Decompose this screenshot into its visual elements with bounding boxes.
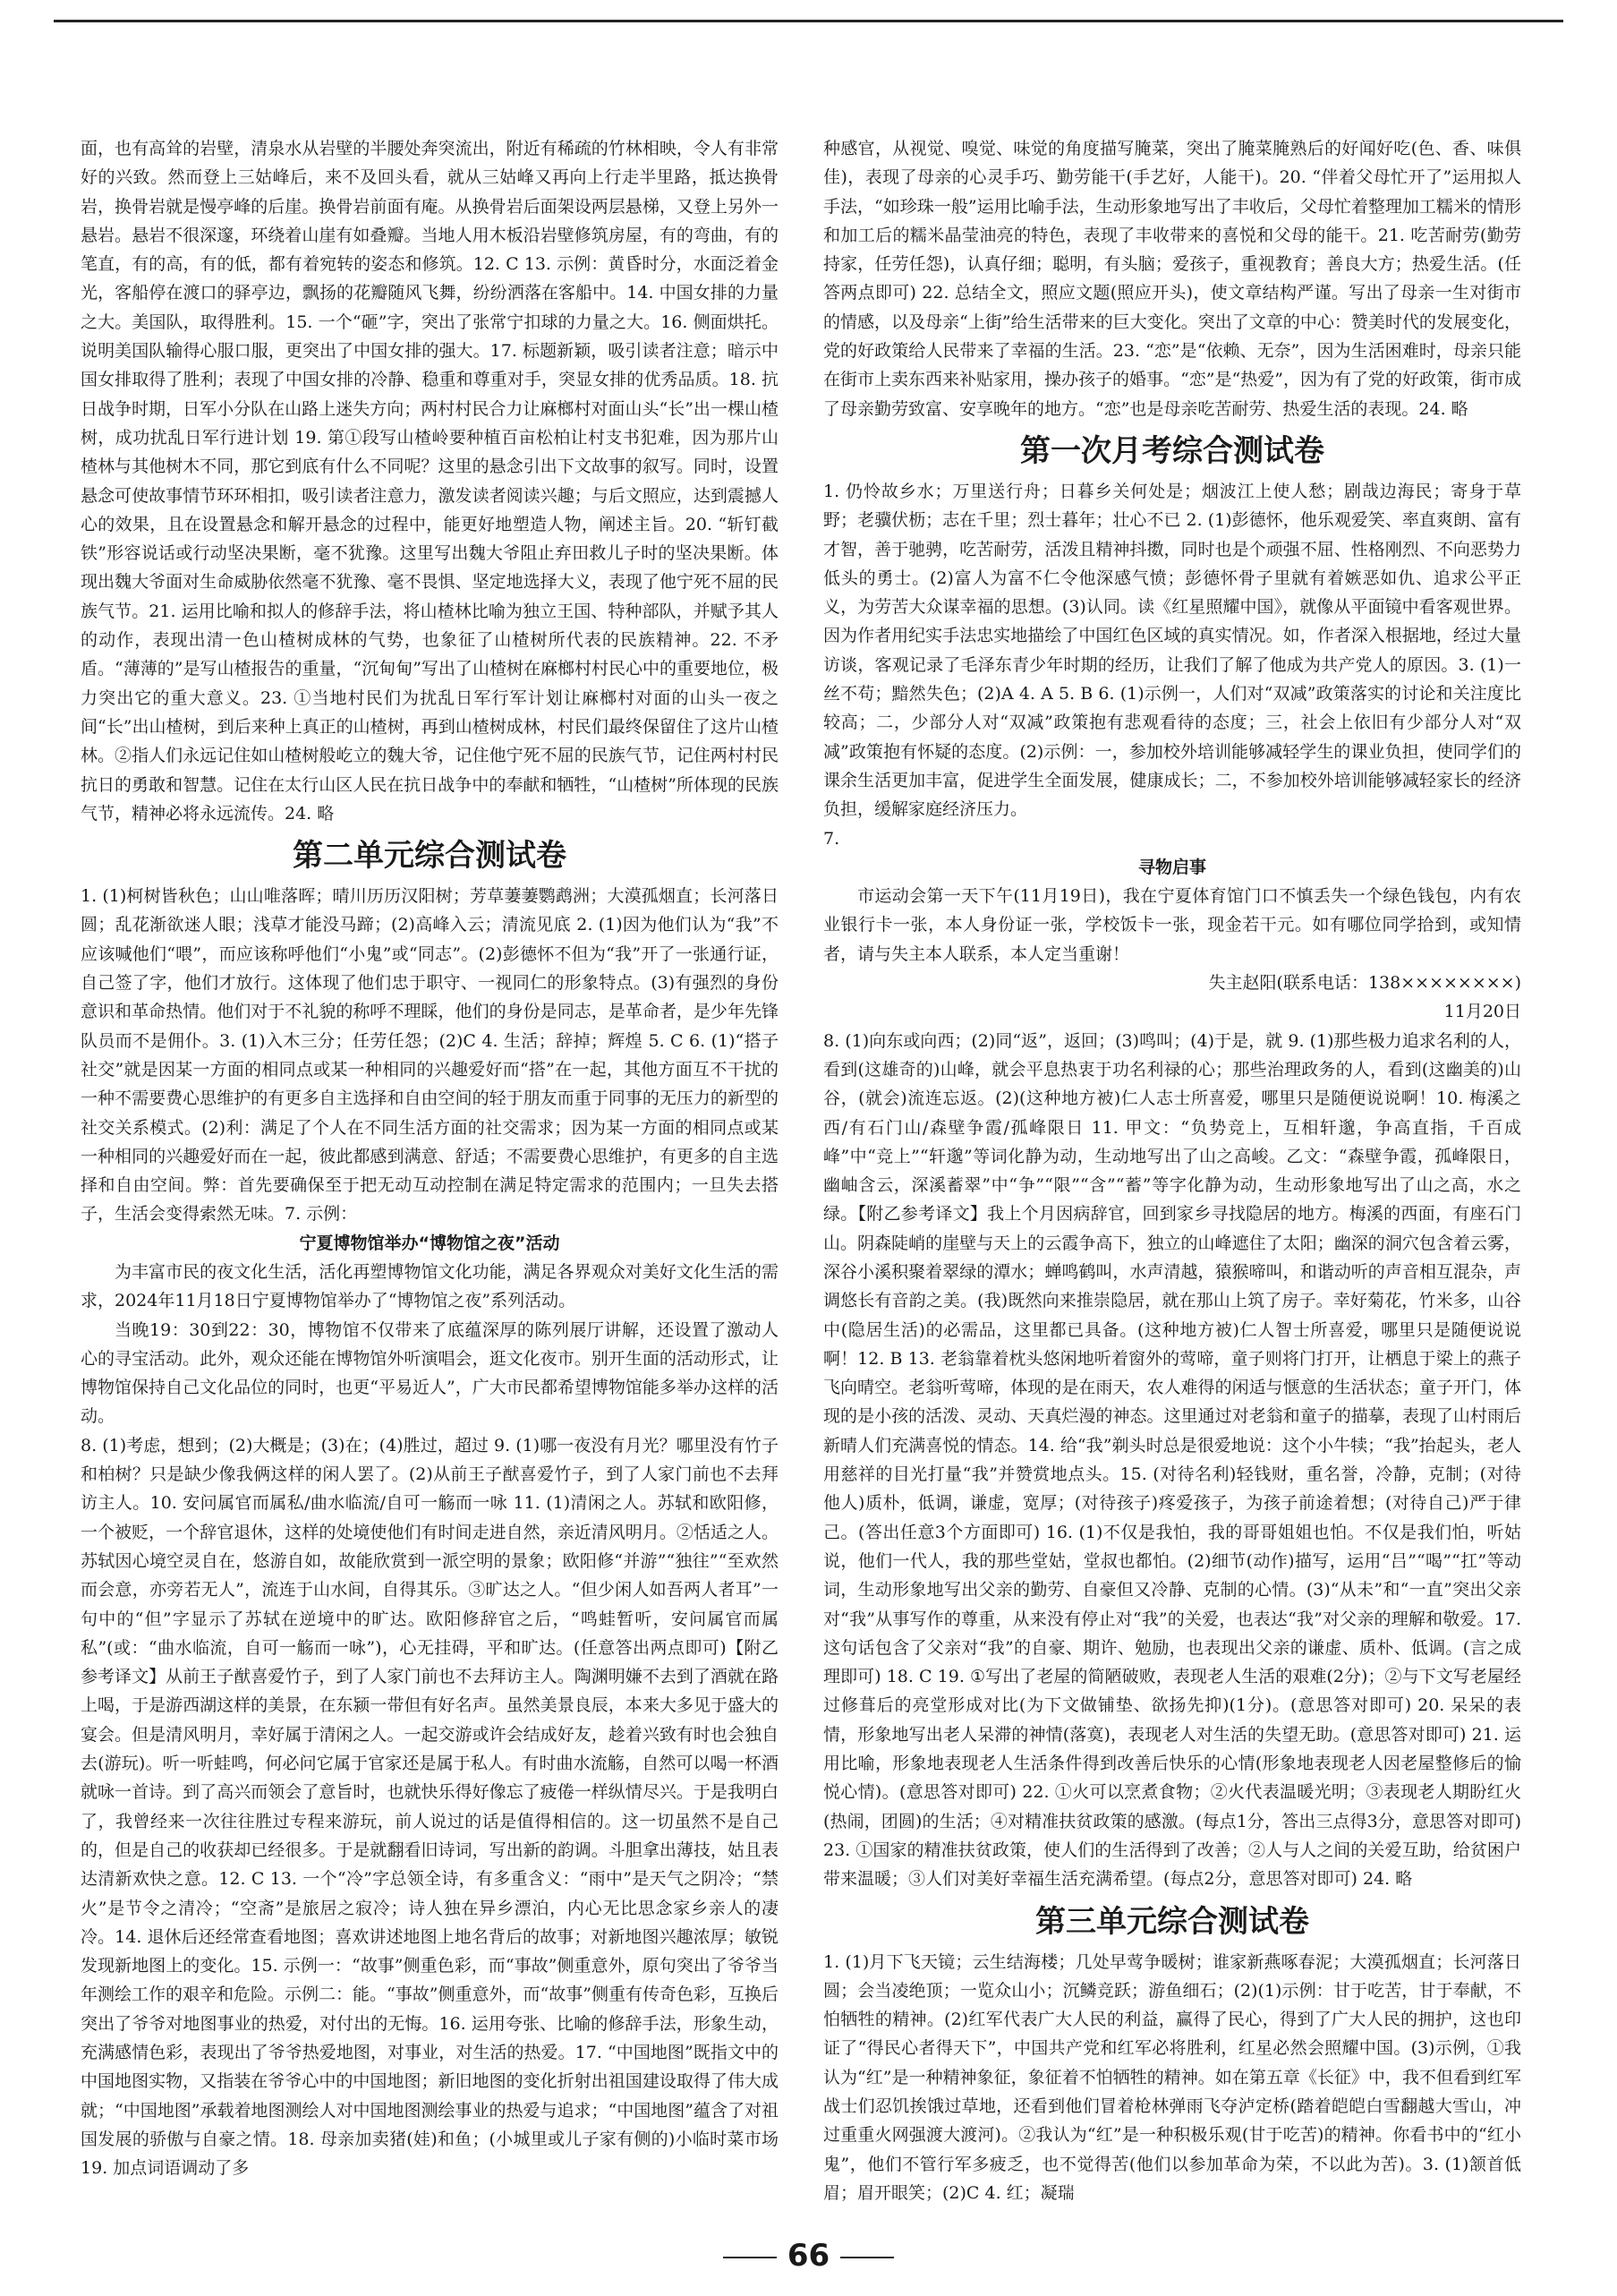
answer-number: 7. [823,828,840,849]
news-paragraph: 当晚19：30到22：30，博物馆不仅带来了底蕴深厚的陈列展厅讲解，还设置了激动人心的寻宝活动。此外，观众还能在博物馆外听演唱会，逛文化夜市。别开生面的活动形式，让博物馆保持自己文化品位的同时，也更“平易近人”，广大市民都希望博物馆能多举办这样的活动。 [81,1319,779,1427]
answer-paragraph: 1. (1)柯树皆秋色；山山唯落晖；晴川历历汉阳树；芳草萋萋鹦鹉洲；大漠孤烟直；长河落日圆；乱花渐欲迷人眼；浅草才能没马蹄；(2)高峰入云；清流见底 2. (1)因为他们认为“我”不应该喊他们“喂”，而应该称呼他们“小鬼”或“同志”。(2)彭德怀不但为“我”开了一张通行证，自己签了字，他们才放行。这体现了他们忠于职守、一视同仁的形象特点。(3)有强烈的身份意识和革命热情。他们对于不礼貌的称呼不理睬，他们的身份是同志，是革命者，是少年先锋队员而不是佣仆。3. (1)入木三分；任劳任怨；(2)C 4. 生活；辞掉；辉煌 5. C 6. (1)“搭子社交”就是因某一方面的相同点或某一种相同的兴趣爱好而“搭”在一起，其他方面互不干扰的一种不需要费心思维护的有更多自主选择和自由空间的轻于朋友而重于同事的无压力的新型的社交关系模式。(2)利：满足了个人在不同生活方面的社交需求；因为某一方面的相同点或某一种相同的兴趣爱好而在一起，彼此都感到满意、舒适；不需要费心思维护，有更多的自主选择和自由空间。弊：首先要确保至于把无动互动控制在满足特定需求的范围内；一旦失去搭子，生活会变得索然无味。7. 示例： [81,886,779,1225]
left-column [81,134,779,2182]
notice-signature: 失主赵阳(联系电话：138××××××××) [1208,973,1521,994]
right-column [823,134,1521,2207]
news-paragraph: 为丰富市民的夜文化生活，活化再塑博物馆文化功能，满足各界观众对美好文化生活的需求，2024年11月18日宁夏博物馆举办了“博物馆之夜”系列活动。 [81,1261,779,1311]
page-number-dash-right [840,2257,894,2258]
top-rule [54,20,1563,22]
answer-paragraph: 种感官，从视觉、嗅觉、味觉的角度描写腌菜，突出了腌菜腌熟后的好闻好吃(色、香、味俱佳)，表现了母亲的心灵手巧、勤劳能干(手艺好，人能干)。20. “伴着父母忙开了”运用拟人手法，“如珍珠一般”运用比喻手法，生动形象地写出了丰收后，父母忙着整理加工糯米的情形和加工后的糯米晶莹油亮的特色，表现了丰收带来的喜悦和父母的能干。21. 吃苦耐劳(勤劳持家，任劳任怨)，认真仔细；聪明，有头脑；爱孩子，重视教育；善良大方；热爱生活。(任答两点即可) 22. 总结全文，照应文题(照应开头)，使文章结构严谨。写出了母亲一生对街市的情感，以及母亲“上街”给生活带来的巨大变化。突出了文章的中心：赞美时代的发展变化，党的好政策给人民带来了幸福的生活。23. “恋”是“依赖、无奈”，因为生活困难时，母亲只能在街市上卖东西来补贴家用，操办孩子的婚事。“恋”是“热爱”，因为有了党的好政策，街市成了母亲勤劳致富、安享晚年的地方。“恋”也是母亲吃苦耐劳、热爱生活的表现。24. 略 [823,139,1521,419]
notice-date: 11月20日 [1443,1002,1521,1022]
notice-title: 寻物启事 [1137,857,1206,877]
answer-paragraph: 1. 仍怜故乡水；万里送行舟；日暮乡关何处是；烟波江上使人愁；剧哉边海民；寄身于草野；老骥伏枥；志在千里；烈士暮年；壮心不已 2. (1)彭德怀，他乐观爱笑、率直爽朗、富有才智，善于驰骋，吃苦耐劳，活泼且精神抖擞，同时也是个顽强不屈、性格刚烈、不向恶势力低头的勇士。(2)富人为富不仁令他深感气愤；彭德怀骨子里就有着嫉恶如仇、追求公平正义，为劳苦大众谋幸福的思想。(3)认同。读《红星照耀中国》，就像从平面镜中看客观世界。因为作者用纪实手法忠实地描绘了中国红色区域的真实情况。如，作者深入根据地，经过大量访谈，客观记录了毛泽东青少年时期的经历，让我们了解了他成为共产党人的原因。3. (1)一丝不苟；黯然失色；(2)A 4. A 5. B 6. (1)示例一，人们对“双减”政策落实的讨论和关注度比较高；二，少部分人对“双减”政策抱有悲观看待的态度；三，社会上依旧有少部分人对“双减”政策抱有怀疑的态度。(2)示例：一，参加校外培训能够减轻学生的课业负担，使同学们的课余生活更加丰富，促进学生全面发展，健康成长；二，不参加校外培训能够减轻家长的经济负担，缓解家庭经济压力。 [823,481,1521,820]
answer-paragraph: 面，也有高耸的岩壁，清泉水从岩壁的半腰处奔突流出，附近有稀疏的竹林相映，令人有非常好的兴致。然而登上三姑峰后，来不及回头看，就从三姑峰又再向上行走半里路，抵达换骨岩，换骨岩就是慢亭峰的后崖。换骨岩前面有庵。从换骨岩后面架设两层悬梯，又登上另外一悬岩。悬岩不很深邃，环绕着山崖有如叠瓣。当地人用木板沿岩壁修筑房屋，有的弯曲，有的笔直，有的高，有的低，都有着宛转的姿态和修筑。12. C 13. 示例：黄昏时分，水面泛着金光，客船停在渡口的驿亭边，飘扬的花瓣随风飞舞，纷纷洒落在客船中。14. 中国女排的力量之大。美国队，取得胜利。15. 一个“砸”字，突出了张常宁扣球的力量之大。16. 侧面烘托。说明美国队输得心服口服，更突出了中国女排的强大。17. 标题新颖，吸引读者注意；暗示中国女排取得了胜利；表现了中国女排的冷静、稳重和尊重对手，突显女排的优秀品质。18. 抗日战争时期，日军小分队在山路上迷失方向；两村村民合力让麻榔村对面山头“长”出一棵山楂树，成功扰乱日军行进计划 19. 第①段写山楂岭要种植百亩松柏让村支书犯难，因为那片山楂林与其他树木不同，那它到底有什么不同呢？这里的悬念引出下文故事的叙写。同时，设置悬念可使故事情节环环相扣，吸引读者注意力，激发读者阅读兴趣；与后文照应，达到震撼人心的效果，且在设置悬念和解开悬念的过程中，能更好地塑造人物，阐述主旨。20. “斩钉截铁”形容说话或行动坚决果断，毫不犹豫。这里写出魏大爷阻止弃田救儿子时的坚决果断。体现出魏大爷面对生命威胁依然毫不犹豫、毫不畏惧、坚定地选择大义，表现了他宁死不屈的民族气节。21. 运用比喻和拟人的修辞手法，将山楂林比喻为独立王国、特种部队，并赋予其人的动作，表现出清一色山楂树成林的气势，也象征了山楂树所代表的民族精神。22. 不矛盾。“薄薄的”是写山楂报告的重量，“沉甸甸”写出了山楂树在麻榔村村民心中的重要地位，极力突出它的重大意义。23. ①当地村民们为扰乱日军行军计划让麻榔村对面的山头一夜之间“长”出山楂树，到后来种上真正的山楂树，再到山楂树成林，村民们最终保留住了这片山楂林。②指人们永远记住如山楂树般屹立的魏大爷，记住他宁死不屈的民族气节，记住两村村民抗日的勇敢和智慧。记住在太行山区人民在抗日战争中的奉献和牺牲，“山楂树”所体现的民族气节，精神必将永远流传。24. 略 [81,139,779,824]
section-title-unit2: 第二单元综合测试卷 [293,838,566,875]
page-number-dash-left [723,2257,777,2258]
news-headline: 宁夏博物馆举办“博物馆之夜”活动 [299,1233,560,1253]
page-number [0,2238,1617,2274]
answer-paragraph: 1. (1)月下飞天镜；云生结海楼；几处早莺争暖树；谁家新燕啄春泥；大漠孤烟直；长河落日圆；会当凌绝顶；一览众山小；沉鳞竞跃；游鱼细石；(2)(1)示例：甘于吃苦，甘于奉献，不怕牺牲的精神。(2)红军代表广大人民的利益，赢得了民心，得到了广大人民的拥护，这也印证了“得民心者得天下”，中国共产党和红军必将胜利，红星必然会照耀中国。(3)示例，①我认为“红”是一种精神象征，象征着不怕牺牲的精神。如在第五章《长征》中，我不但看到红军战士们忍饥挨饿过草地，还看到他们冒着枪林弹雨飞夺泸定桥(踏着皑皑白雪翻越大雪山，冲过重重火网强渡大渡河)。②我认为“红”是一种积极乐观(甘于吃苦)的精神。你看书中的“红小鬼”，他们不管行军多疲乏，也不觉得苦(他们以参加革命为荣，不以此为苦)。3. (1)颔首低眉；眉开眼笑；(2)C 4. 红；凝瑞 [823,1951,1521,2203]
section-title-monthly-test: 第一次月考综合测试卷 [1020,432,1324,469]
notice-paragraph: 市运动会第一天下午(11月19日)，我在宁夏体育馆门口不慎丢失一个绿色钱包，内有农业银行卡一张，本人身份证一张，学校饭卡一张，现金若干元。如有哪位同学拾到，或知情者，请与失主本人联系，本人定当重谢！ [823,886,1521,964]
page-number-text: 66 [787,2238,830,2274]
answer-paragraph: 8. (1)向东或向西；(2)同“返”，返回；(3)鸣叫；(4)于是，就 9. (1)那些极力追求名利的人，看到(这雄奇的)山峰，就会平息热衷于功名利禄的心；那些治理政务的人，看到(这幽美的)山谷，(就会)流连忘返。(2)(这种地方被)仁人志士所喜爱，哪里只是随便说说啊！10. 梅溪之西/有石门山/森壁争霞/孤峰限日 11. 甲文：“负势竞上，互相轩邈，争高直指，千百成峰”中“竞上”“轩邈”等词化静为动，生动地写出了山之高峻。乙文：“森壁争霞，孤峰限日，幽岫含云，深溪蓄翠”中“争”“限”“含”“蓄”等字化静为动，生动形象地写出了山之高，水之绿。【附乙参考译文】我上个月因病辞官，回到家乡寻找隐居的地方。梅溪的西面，有座石门山。阴森陡峭的崖壁与天上的云霞争高下，独立的山峰遮住了太阳；幽深的洞穴包含着云雾，深谷小溪积聚着翠绿的潭水；蝉鸣鹤叫，水声清越，猿猴啼叫，和谐动听的声音相互混杂，声调悠长有音韵之美。(我)既然向来推崇隐居，就在那山上筑了房子。幸好菊花，竹米多，山谷中(隐居生活)的必需品，这里都已具备。(这种地方被)仁人智士所喜爱，哪里只是随便说说啊！12. B 13. 老翁靠着枕头悠闲地听着窗外的莺啼，童子则将门打开，让栖息于梁上的燕子飞向晴空。老翁听莺啼，体现的是在雨天，农人难得的闲适与惬意的生活状态；童子开门，体现的是小孩的活泼、灵动、天真烂漫的神态。这里通过对老翁和童子的描摹，表现了山村雨后新晴人们充满喜悦的情态。14. 给“我”剃头时总是很爱地说：这个小牛犊；“我”抬起头，老人用慈祥的目光打量“我”并赞赏地点头。15. (对待名利)轻钱财，重名誉，冷静，克制；(对待他人)质朴，低调，谦虚，宽厚；(对待孩子)疼爱孩子，为孩子前途着想；(对待自己)严于律己。(答出任意3个方面即可) 16. (1)不仅是我怕，我的哥哥姐姐也怕。不仅是我们怕，听姑说，他们一代人，我的那些堂姑，堂叔也都怕。(2)细节(动作)描写，运用“吕”“喝”“扛”等动词，生动形象地写出父亲的勤劳、自豪但又冷静、克制的心情。(3)“从未”和“一直”突出父亲对“我”从事写作的尊重，从来没有停止对“我”的关爱，也表达“我”对父亲的理解和敬爱。17. 这句话包含了父亲对“我”的自豪、期许、勉励，也表现出父亲的谦虚、质朴、低调。(言之成理即可) 18. C 19. ①写出了老屋的简陋破败，表现老人生活的艰难(2分)；②与下文写老屋经过修葺后的亮堂形成对比(为下文做铺垫、欲扬先抑)(1分)。(意思答对即可) 20. 呆呆的表情，形象地写出老人呆滞的神情(落寞)，表现老人对生活的失望无助。(意思答对即可) 21. 运用比喻，形象地表现老人生活条件得到改善后快乐的心情(形象地表现老人因老屋整修后的愉悦心情)。(意思答对即可) 22. ①火可以烹煮食物；②火代表温暖光明；③表现老人期盼红火(热闹，团圆)的生活；④对精准扶贫政策的感激。(每点1分，答出三点得3分，意思答对即可) 23. ①国家的精准扶贫政策，使人们的生活得到了改善；②人与人之间的关爱互助，给贫困户带来温暖；③人们对美好幸福生活充满希望。(每点2分，意思答对即可) 24. 略 [823,1030,1521,1890]
answer-paragraph: 8. (1)考虑，想到；(2)大概是；(3)在；(4)胜过，超过 9. (1)哪一夜没有月光？哪里没有竹子和柏树？只是缺少像我俩这样的闲人罢了。(2)从前王子猷喜爱竹子，到了人家门前也不去拜访主人。10. 安问属官而属私/曲水临流/自可一觞而一咏 11. (1)清闲之人。苏轼和欧阳修，一个被贬，一个辞官退休，这样的处境使他们有时间走进自然，亲近清风明月。②恬适之人。苏轼因心境空灵自在，悠游自如，故能欣赏到一派空明的景象；欧阳修“并游”“独往”“至欢然而会意，亦旁若无人”，流连于山水间，自得其乐。③旷达之人。“但少闲人如吾两人者耳”一句中的“但”字显示了苏轼在逆境中的旷达。欧阳修辞官之后，“鸣蛙暂听，安问属官而属私”(或：“曲水临流，自可一觞而一咏”)，心无挂碍，平和旷达。(任意答出两点即可)【附乙参考译文】从前王子猷喜爱竹子，到了人家门前也不去拜访主人。陶渊明嫌不去到了酒就在路上喝，于是游西湖这样的美景，在东颍一带但有好名声。虽然美景良辰，本来大多见于盛大的宴会。但是清风明月，幸好属于清闲之人。一起交游或许会结成好友，趁着兴致有时也会独自去(游玩)。听一听蛙鸣，何必问它属于官家还是属于私人。有时曲水流觞，自然可以喝一杯酒就咏一首诗。到了高兴而领会了意旨时，也就快乐得好像忘了疲倦一样纵情尽兴。于是我明白了，我曾经来一次往往胜过专程来游玩，前人说过的话是值得相信的。这一切虽然不是自己的，但是自己的收获却已经很多。于是就翻看旧诗词，写出新的韵调。斗胆拿出薄技，姑且表达清新欢快之意。12. C 13. 一个“冷”字总领全诗，有多重含义：“雨中”是天气之阴冷；“禁火”是节令之清冷；“空斋”是旅居之寂冷；诗人独在异乡漂泊，内心无比思念家乡亲人的凄冷。14. 退休后还经常查看地图；喜欢讲述地图上地名背后的故事；对新地图兴趣浓厚；敏锐发现新地图上的变化。15. 示例一：“故事”侧重色彩，而“事故”侧重意外，原句突出了爷爷当年测绘工作的艰辛和危险。示例二：能。“事故”侧重意外，而“故事”侧重有传奇色彩，互换后突出了爷爷对地图事业的热爱，对付出的无悔。16. 运用夸张、比喻的修辞手法，形象生动，充满感情色彩，表现出了爷爷热爱地图，对事业，对生活的热爱。17. “中国地图”既指文中的中国地图实物，又指装在爷爷心中的中国地图；新旧地图的变化折射出祖国建设取得了伟大成就；“中国地图”承载着地图测绘人对中国地图测绘事业的热爱与追求；“中国地图”蕴含了对祖国发展的骄傲与自豪之情。18. 母亲加卖猪(娃)和鱼；(小城里或儿子家有侧的)小临时菜市场 19. 加点词语调动了多 [81,1435,779,2179]
section-title-unit3: 第三单元综合测试卷 [1035,1903,1309,1940]
